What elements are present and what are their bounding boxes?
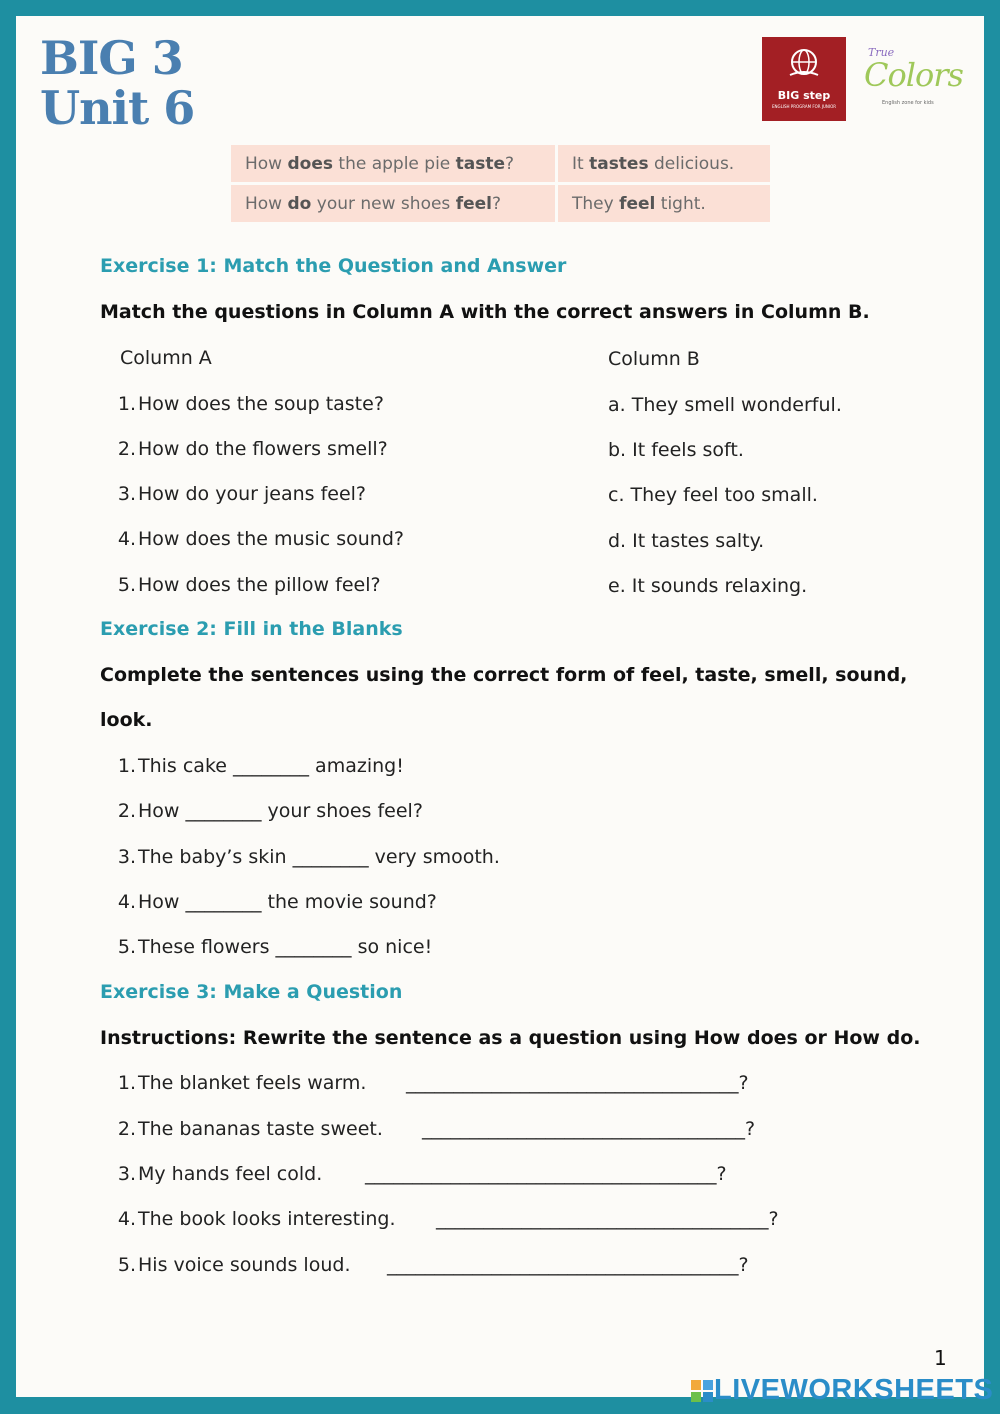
item-number: 1.	[117, 755, 136, 777]
source-sentence: His voice sounds loud.	[138, 1254, 351, 1276]
item-number: 2.	[117, 1118, 136, 1140]
fill-blank-sentence[interactable]: These flowers ________ so nice!	[138, 936, 433, 958]
item-number: 4.	[117, 891, 136, 913]
worksheet-page	[16, 16, 984, 1397]
answer-text: a. They smell wonderful.	[608, 394, 842, 416]
grammar-question: How do your new shoes feel?	[231, 185, 555, 222]
exercise-3-heading: Exercise 3: Make a Question	[100, 981, 403, 1003]
answer-blank-line[interactable]: ___________________________________?	[436, 1208, 779, 1230]
question-number: 2.	[117, 438, 136, 460]
answer-text: b. It feels soft.	[608, 439, 744, 461]
question-number: 1.	[117, 393, 136, 415]
item-number: 5.	[117, 936, 136, 958]
grammar-answer: They feel tight.	[558, 185, 770, 222]
title-line-2: Unit 6	[40, 81, 195, 135]
column-a-header: Column A	[120, 347, 212, 369]
page-number: 1	[934, 1346, 947, 1370]
exercise-1-heading: Exercise 1: Match the Question and Answer	[100, 255, 567, 277]
grammar-question: How does the apple pie taste?	[231, 145, 555, 182]
source-sentence: The blanket feels warm.	[138, 1072, 367, 1094]
question-number: 3.	[117, 483, 136, 505]
liveworksheets-icon	[690, 1379, 714, 1403]
fill-blank-sentence[interactable]: This cake ________ amazing!	[138, 755, 404, 777]
question-number: 5.	[117, 574, 136, 596]
title-line-1: BIG 3	[40, 31, 183, 85]
source-sentence: The bananas taste sweet.	[138, 1118, 383, 1140]
truecolors-logo	[864, 46, 964, 116]
bigstep-logo-text: BIG step	[777, 89, 831, 102]
grammar-row	[231, 185, 770, 222]
exercise-2-instruction: Complete the sentences using the correct form of feel, taste, smell, sound,	[100, 664, 908, 686]
item-number: 3.	[117, 846, 136, 868]
liveworksheets-logo	[690, 1374, 993, 1408]
answer-blank-line[interactable]: ___________________________________?	[406, 1072, 749, 1094]
bigstep-logo-subtitle: ENGLISH PROGRAM FOR JUNIOR	[771, 104, 837, 109]
exercise-3-instruction: Instructions: Rewrite the sentence as a question using How does or How do.	[100, 1027, 921, 1049]
fill-blank-sentence[interactable]: How ________ the movie sound?	[138, 891, 437, 913]
item-number: 4.	[117, 1208, 136, 1230]
grammar-row	[231, 145, 770, 182]
truecolors-logo-small: True	[868, 46, 895, 59]
question-text: How does the music sound?	[138, 528, 404, 550]
question-text: How do your jeans feel?	[138, 483, 366, 505]
source-sentence: The book looks interesting.	[138, 1208, 396, 1230]
answer-text: e. It sounds relaxing.	[608, 575, 808, 597]
globe-book-icon	[787, 47, 821, 81]
fill-blank-sentence[interactable]: How ________ your shoes feel?	[138, 800, 423, 822]
question-number: 4.	[117, 528, 136, 550]
exercise-2-heading: Exercise 2: Fill in the Blanks	[100, 618, 403, 640]
answer-blank-line[interactable]: __________________________________?	[422, 1118, 756, 1140]
exercise-2-instruction-cont: look.	[100, 709, 153, 731]
answer-blank-line[interactable]: _____________________________________?	[387, 1254, 749, 1276]
answer-text: c. They feel too small.	[608, 484, 818, 506]
item-number: 5.	[117, 1254, 136, 1276]
question-text: How does the soup taste?	[138, 393, 384, 415]
grammar-table	[228, 142, 773, 225]
column-b-header: Column B	[608, 348, 700, 370]
item-number: 1.	[117, 1072, 136, 1094]
bigstep-logo	[762, 37, 846, 121]
grammar-answer: It tastes delicious.	[558, 145, 770, 182]
answer-text: d. It tastes salty.	[608, 530, 765, 552]
question-text: How does the pillow feel?	[138, 574, 381, 596]
question-text: How do the flowers smell?	[138, 438, 388, 460]
truecolors-logo-tagline: English zone for kids	[882, 100, 934, 106]
source-sentence: My hands feel cold.	[138, 1163, 323, 1185]
exercise-1-instruction: Match the questions in Column A with the correct answers in Column B.	[100, 301, 870, 323]
answer-blank-line[interactable]: _____________________________________?	[365, 1163, 727, 1185]
item-number: 3.	[117, 1163, 136, 1185]
item-number: 2.	[117, 800, 136, 822]
liveworksheets-wordmark[interactable]: LIVEWORKSHEETS	[714, 1374, 994, 1406]
fill-blank-sentence[interactable]: The baby’s skin ________ very smooth.	[138, 846, 500, 868]
truecolors-logo-text: Colors	[864, 56, 963, 94]
